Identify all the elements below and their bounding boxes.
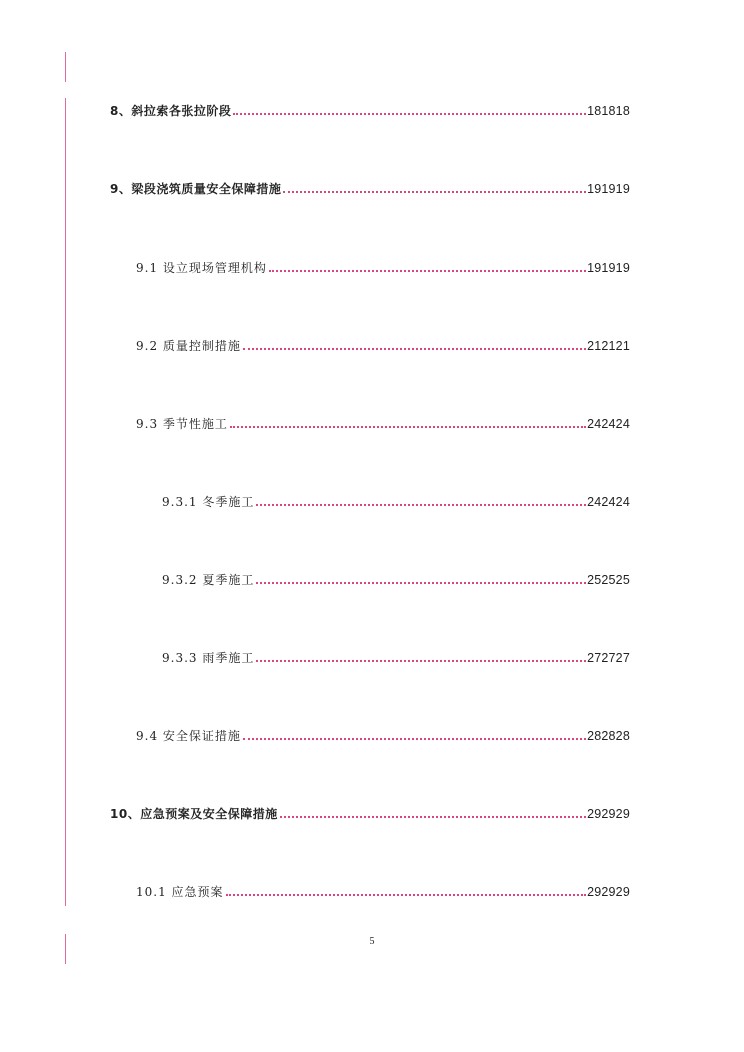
toc-entry-page: 242424 (587, 495, 630, 509)
toc-leader-dots (283, 191, 586, 193)
margin-line (65, 52, 66, 82)
toc-entry-page: 212121 (587, 339, 630, 353)
toc-entry-page: 292929 (587, 885, 630, 899)
toc-entry-page: 242424 (587, 417, 630, 431)
toc-entry-title: 9.3.2 夏季施工 (162, 573, 255, 587)
toc-entry-title: 9.2 质量控制措施 (136, 339, 241, 353)
toc-leader-dots (243, 348, 586, 350)
toc-entry-9[interactable] (110, 176, 630, 196)
toc-entry-9-3-3[interactable] (162, 645, 630, 665)
page-number: 5 (369, 936, 375, 947)
toc-entry-page: 181818 (587, 104, 630, 118)
toc-entry-title: 9.3.1 冬季施工 (162, 495, 255, 509)
toc-entry-title: 8、斜拉索各张拉阶段 (110, 104, 232, 118)
toc-entry-page: 282828 (587, 729, 630, 743)
toc-leader-dots (269, 270, 586, 272)
toc-leader-dots (256, 582, 586, 584)
toc-entry-title: 10、应急预案及安全保障措施 (110, 807, 278, 821)
toc-entry-page: 272727 (587, 651, 630, 665)
toc-leader-dots (280, 816, 586, 818)
toc-entry-page: 191919 (587, 261, 630, 275)
toc-leader-dots (226, 894, 587, 896)
toc-entry-title: 9.3 季节性施工 (136, 417, 228, 431)
toc-entry-title: 9.4 安全保证措施 (136, 729, 241, 743)
toc-entry-9-1[interactable] (136, 255, 630, 275)
toc-entry-8[interactable] (110, 98, 630, 118)
margin-line (65, 98, 66, 906)
toc-entry-9-3-1[interactable] (162, 489, 630, 509)
toc-leader-dots (230, 426, 586, 428)
toc-leader-dots (256, 504, 586, 506)
toc-entry-10-1[interactable] (136, 879, 630, 899)
toc-leader-dots (256, 660, 586, 662)
toc-entry-page: 292929 (587, 807, 630, 821)
toc-entry-9-2[interactable] (136, 333, 630, 353)
toc-entry-title: 9、梁段浇筑质量安全保障措施 (110, 182, 282, 196)
toc-entry-page: 191919 (587, 182, 630, 196)
toc-entry-9-4[interactable] (136, 723, 630, 743)
toc-entry-title: 10.1 应急预案 (136, 885, 224, 899)
toc-leader-dots (243, 738, 586, 740)
toc-leader-dots (233, 113, 586, 115)
toc-entry-9-3-2[interactable] (162, 567, 630, 587)
toc-entry-9-3[interactable] (136, 411, 630, 431)
toc-entry-title: 9.3.3 雨季施工 (162, 651, 255, 665)
toc-entry-10[interactable] (110, 801, 630, 821)
toc-entry-page: 252525 (587, 573, 630, 587)
toc-entry-title: 9.1 设立现场管理机构 (136, 261, 267, 275)
